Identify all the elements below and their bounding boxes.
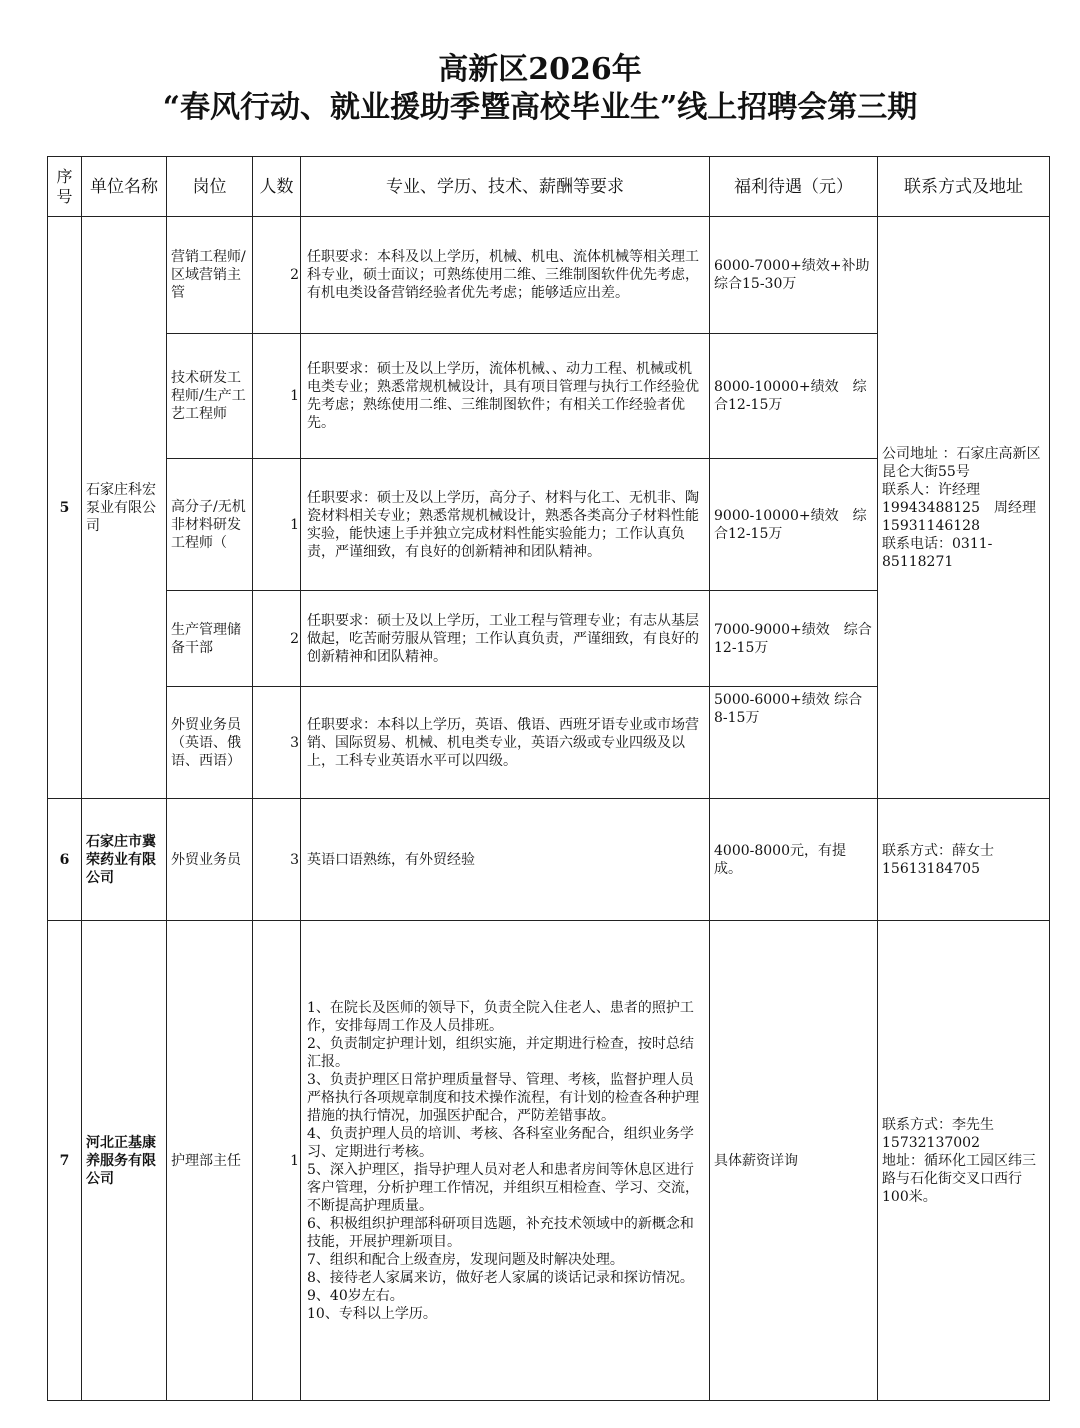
benefits-cell: 7000-9000+绩效 综合12-15万 bbox=[710, 591, 878, 687]
position-cell: 高分子/无机非材料研发工程师（ bbox=[167, 459, 253, 591]
table-row bbox=[48, 799, 1050, 921]
header-seq: 序号 bbox=[48, 157, 82, 217]
requirements-cell: 任职要求：硕士及以上学历，流体机械、、动力工程、机械或机电类专业；熟悉常规机械设计，具有项目管理与执行工作经验优先考虑；熟练使用二维、三维制图软件；有相关工作经验者优先。 bbox=[301, 334, 710, 459]
header-position: 岗位 bbox=[167, 157, 253, 217]
contact-cell: 公司地址 ：石家庄高新区昆仑大街55号 联系人：许经理 19943488125 周经理 15931146128 联系电话：0311-85118271 bbox=[878, 217, 1050, 799]
requirements-cell: 英语口语熟练，有外贸经验 bbox=[301, 799, 710, 921]
header-benefits: 福利待遇（元） bbox=[710, 157, 878, 217]
count-cell: 1 bbox=[253, 459, 301, 591]
table-row bbox=[48, 921, 1050, 1401]
seq-cell: 6 bbox=[48, 799, 82, 921]
contact-cell: 联系方式：薛女士 15613184705 bbox=[878, 799, 1050, 921]
count-cell: 3 bbox=[253, 799, 301, 921]
count-cell: 2 bbox=[253, 591, 301, 687]
count-cell: 1 bbox=[253, 334, 301, 459]
count-cell: 2 bbox=[253, 217, 301, 334]
benefits-cell: 6000-7000+绩效+补助 综合15-30万 bbox=[710, 217, 878, 334]
position-cell: 外贸业务员（英语、俄语、西语） bbox=[167, 687, 253, 799]
position-cell: 生产管理储备干部 bbox=[167, 591, 253, 687]
benefits-cell: 5000-6000+绩效 综合8-15万 bbox=[710, 687, 878, 799]
benefits-cell: 4000-8000元，有提成。 bbox=[710, 799, 878, 921]
header-requirements: 专业、学历、技术、薪酬等要求 bbox=[301, 157, 710, 217]
header-company: 单位名称 bbox=[82, 157, 167, 217]
benefits-cell: 具体薪资详询 bbox=[710, 921, 878, 1401]
page-title-line2: “春风行动、就业援助季暨高校毕业生”线上招聘会第三期 bbox=[162, 90, 918, 125]
seq-cell: 5 bbox=[48, 217, 82, 799]
requirements-cell: 任职要求：硕士及以上学历，高分子、材料与化工、无机非、陶瓷材料相关专业；熟悉常规机械设计，熟悉各类高分子材料性能实验，能快速上手并独立完成材料性能实验能力；工作认真负责，严谨细致，有良好的创新精神和团队精神。 bbox=[301, 459, 710, 591]
position-cell: 营销工程师/区域营销主管 bbox=[167, 217, 253, 334]
header-row bbox=[48, 157, 1050, 217]
requirements-cell: 任职要求：硕士及以上学历，工业工程与管理专业；有志从基层做起，吃苦耐劳服从管理；工作认真负责，严谨细致，有良好的创新精神和团队精神。 bbox=[301, 591, 710, 687]
page-title-line1: 高新区2026年 bbox=[438, 52, 642, 87]
recruitment-table bbox=[47, 156, 1050, 1401]
company-name: 石家庄市冀荣药业有限公司 bbox=[82, 799, 167, 921]
count-cell: 3 bbox=[253, 687, 301, 799]
benefits-cell: 8000-10000+绩效 综合12-15万 bbox=[710, 334, 878, 459]
company-name: 河北正基康养服务有限公司 bbox=[82, 921, 167, 1401]
header-contact: 联系方式及地址 bbox=[878, 157, 1050, 217]
position-cell: 护理部主任 bbox=[167, 921, 253, 1401]
contact-cell: 联系方式：李先生 15732137002 地址：循环化工园区纬三路与石化街交叉口西行100米。 bbox=[878, 921, 1050, 1401]
position-cell: 技术研发工程师/生产工艺工程师 bbox=[167, 334, 253, 459]
seq-cell: 7 bbox=[48, 921, 82, 1401]
benefits-cell: 9000-10000+绩效 综合12-15万 bbox=[710, 459, 878, 591]
company-name: 石家庄科宏泵业有限公司 bbox=[82, 217, 167, 799]
table-row bbox=[48, 217, 1050, 334]
requirements-cell: 任职要求：本科以上学历，英语、俄语、西班牙语专业或市场营销、国际贸易、机械、机电类专业，英语六级或专业四级及以上，工科专业英语水平可以四级。 bbox=[301, 687, 710, 799]
requirements-cell: 任职要求：本科及以上学历，机械、机电、流体机械等相关理工科专业，硕士面议；可熟练使用二维、三维制图软件优先考虑，有机电类设备营销经验者优先考虑；能够适应出差。 bbox=[301, 217, 710, 334]
header-count: 人数 bbox=[253, 157, 301, 217]
count-cell: 1 bbox=[253, 921, 301, 1401]
requirements-cell: 1、在院长及医师的领导下，负责全院入住老人、患者的照护工作，安排每周工作及人员排班。 2、负责制定护理计划，组织实施，并定期进行检查，按时总结汇报。 3、负责护理区日常护理质量督导、管理、考核，监督护理人员严格执行各项规章制度和技术操作流程，有计划的检查各种护理措施的执行情况，加强医护配合，严防差错事故。 4、负责护理人员的培训、考核、各科室业务配合，组织业务学习、定期进行考核。 5、深入护理区，指导护理人员对老人和患者房间等休息区进行客户管理，分析护理工作情况，并组织互相检查、学习、交流，不断提高护理质量。 6、积极组织护理部科研项目选题，补充技术领域中的新概念和技能，开展护理新项目。 7、组织和配合上级查房，发现问题及时解决处理。 8、接待老人家属来访，做好老人家属的谈话记录和探访情况。 9、40岁左右。 10、专科以上学历。 bbox=[301, 921, 710, 1401]
position-cell: 外贸业务员 bbox=[167, 799, 253, 921]
